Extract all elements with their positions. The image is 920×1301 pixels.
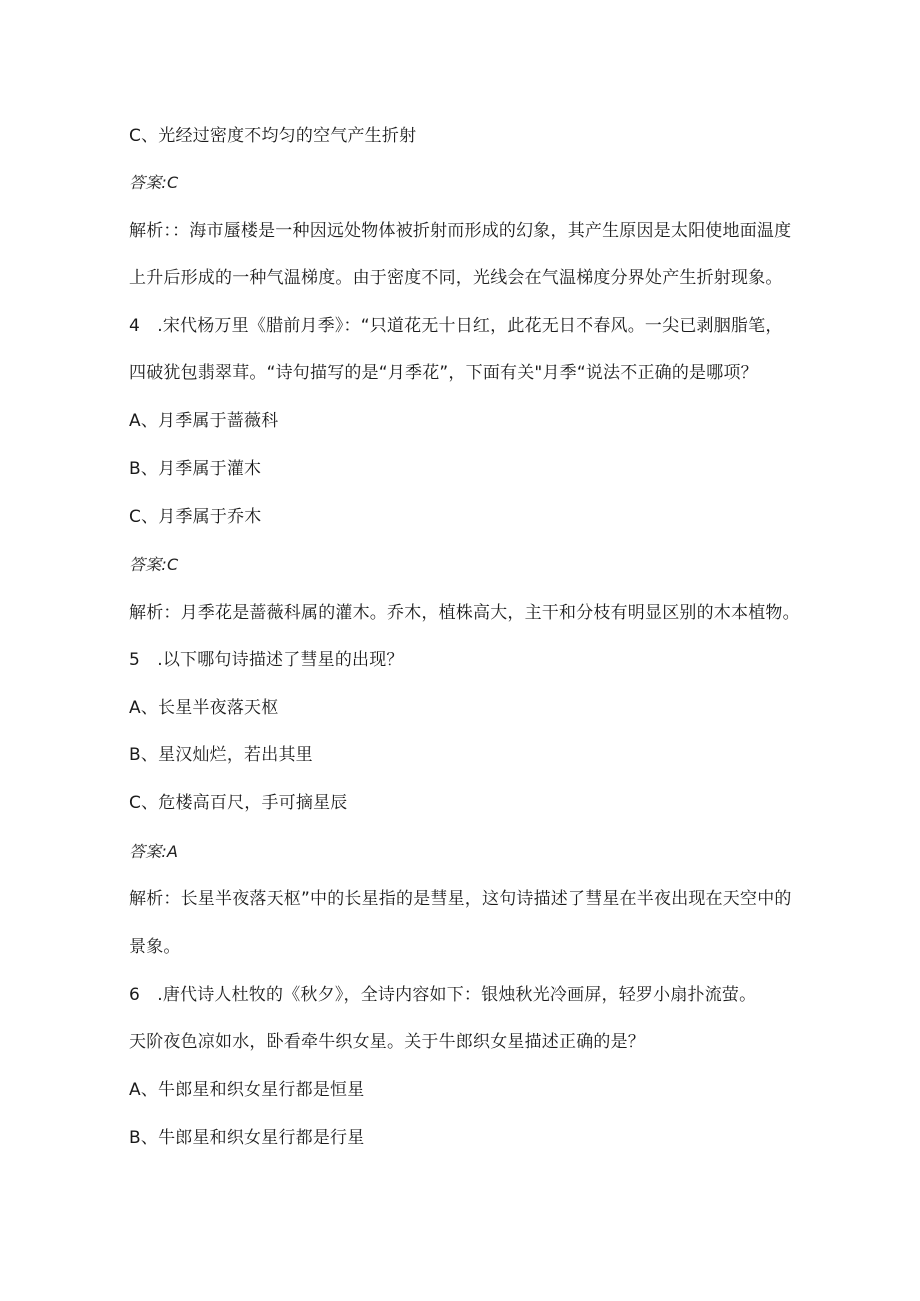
- question-line: 四破犹包翡翠茸。“诗句描写的是“月季花”，下面有关"月季“说法不正确的是哪项？: [129, 363, 758, 383]
- option-b-line: B、牛郎星和织女星行都是行星: [129, 1128, 365, 1148]
- option-b-line: B、月季属于灌木: [129, 459, 262, 479]
- option-a-line: A、牛郎星和织女星行都是恒星: [129, 1080, 365, 1100]
- question-line: 5 .以下哪句诗描述了彗星的出现？: [129, 650, 404, 670]
- option-a-line: A、长星半夜落天枢: [129, 698, 279, 718]
- option-b-line: B、星汉灿烂，若出其里: [129, 745, 313, 765]
- option-c-line: C、光经过密度不均匀的空气产生折射: [129, 126, 417, 146]
- option-c-line: C、月季属于乔木: [129, 507, 262, 527]
- explanation-line: 解析：长星半夜落天枢”中的长星指的是彗星，这句诗描述了彗星在半夜出现在天空中的: [129, 889, 792, 909]
- explanation-line: 上升后形成的一种气温梯度。由于密度不同，光线会在气温梯度分界处产生折射现象。: [129, 268, 783, 288]
- explanation-line: 景象。: [129, 937, 181, 957]
- explanation-line: 解析：：海市蜃楼是一种因远处物体被折射而形成的幻象，其产生原因是太阳使地面温度: [129, 221, 792, 241]
- question-line: 6 .唐代诗人杜牧的《秋夕》，全诗内容如下：银烛秋光冷画屏，轻罗小扇扑流萤。: [129, 985, 757, 1005]
- answer-line: 答案:C: [129, 555, 179, 574]
- answer-line: 答案:A: [129, 842, 179, 861]
- answer-line: 答案:C: [129, 173, 179, 192]
- question-line: 4 .宋代杨万里《腊前月季》：“只道花无十日红，此花无日不春风。一尖已剥胭脂笔，: [129, 316, 783, 336]
- option-c-line: C、危楼高百尺，手可摘星辰: [129, 793, 348, 813]
- question-line: 天阶夜色凉如水，卧看牵牛织女星。关于牛郎织女星描述正确的是？: [129, 1032, 645, 1052]
- option-a-line: A、月季属于蔷薇科: [129, 411, 279, 431]
- explanation-line: 解析：月季花是蔷薇科属的灌木。乔木，植株高大，主干和分枝有明显区别的木本植物。: [129, 603, 800, 623]
